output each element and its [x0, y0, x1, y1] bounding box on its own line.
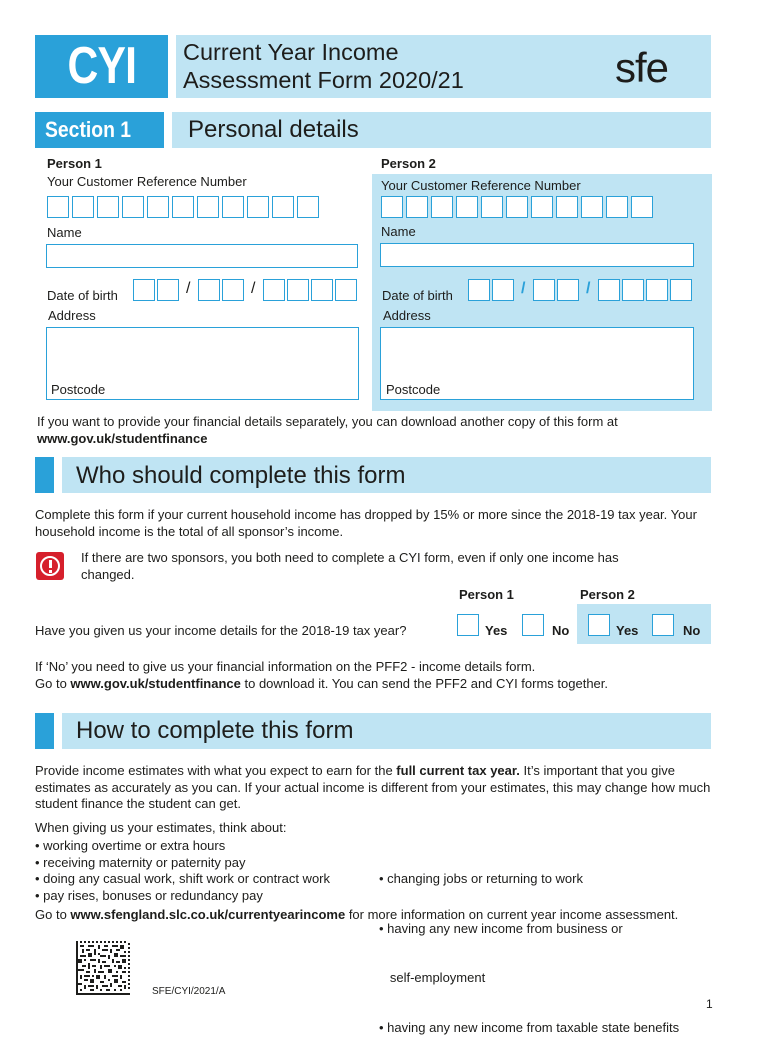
bullet-item: • pay rises, bonuses or redundancy pay [35, 887, 263, 903]
person1-postcode-label: Postcode [51, 382, 106, 397]
bullet-item: • having any new income from business or [379, 920, 623, 936]
crn-digit-box[interactable] [97, 196, 119, 218]
how-paragraph [35, 763, 715, 813]
bullet-item: • working overtime or extra hours [35, 838, 226, 853]
dob-digit-box[interactable] [133, 279, 155, 301]
how-paragraph-prefix: Provide income estimates with what you expect to earn for the [35, 763, 397, 778]
tax-year-question: Have you given us your income details for the 2018-19 tax year? [35, 623, 407, 638]
separate-note-text: If you want to provide your financial details separately, you can download another copy of this form at [37, 414, 618, 429]
person2-heading: Person 2 [381, 156, 436, 171]
how-paragraph-bold: full current tax year. [396, 763, 520, 778]
person1-name-label: Name [47, 225, 82, 240]
person2-name-field[interactable] [380, 243, 694, 267]
dob-digit-box[interactable] [311, 279, 333, 301]
form-title [183, 38, 464, 94]
separate-note [37, 414, 717, 447]
form-title-line2: Assessment Form 2020/21 [183, 67, 464, 93]
how-paragraph-suffix: It’s important that you give estimates as accurately as you can. If your actual income is different from your estimates, this may change how much student finance the student can get. [35, 763, 711, 811]
person2-crn-input[interactable] [381, 196, 656, 218]
bullet-item: • having any new income from taxable state benefits [379, 1019, 680, 1035]
separate-note-link[interactable]: www.gov.uk/studentfinance [37, 430, 208, 446]
section-label: Section 1 [45, 117, 132, 142]
person2-no-checkbox[interactable] [652, 614, 674, 636]
dob-digit-box[interactable] [335, 279, 357, 301]
crn-digit-box[interactable] [631, 196, 653, 218]
dob-digit-box[interactable] [287, 279, 309, 301]
dob-digit-box[interactable] [263, 279, 285, 301]
more-info-line [35, 907, 735, 924]
how-accent-bar [35, 713, 54, 749]
person2-dob-month[interactable] [533, 279, 582, 301]
who-paragraph: Complete this form if your current household income has dropped by 15% or more since the 2018-19 tax year. Your household income is the total of all sponsor’s income. [35, 507, 697, 539]
left-bullet-list [35, 838, 380, 904]
person1-dob-label: Date of birth [47, 288, 118, 303]
crn-digit-box[interactable] [197, 196, 219, 218]
more-info-link[interactable]: www.sfengland.slc.co.uk/currentyearincome [70, 907, 346, 922]
crn-digit-box[interactable] [172, 196, 194, 218]
crn-digit-box[interactable] [297, 196, 319, 218]
person1-crn-label: Your Customer Reference Number [47, 174, 247, 189]
page-number: 1 [706, 997, 713, 1011]
who-title: Who should complete this form [76, 462, 406, 489]
section-label-block [35, 112, 164, 148]
no-instructions-link[interactable]: www.gov.uk/studentfinance [70, 675, 241, 691]
person2-crn-label: Your Customer Reference Number [381, 178, 581, 193]
person1-no-checkbox[interactable] [522, 614, 544, 636]
dob-digit-box[interactable] [533, 279, 555, 301]
dob-digit-box[interactable] [468, 279, 490, 301]
no-instructions-prefix: Go to [35, 675, 71, 691]
crn-digit-box[interactable] [531, 196, 553, 218]
crn-digit-box[interactable] [222, 196, 244, 218]
dob-digit-box[interactable] [646, 279, 668, 301]
form-code: SFE/CYI/2021/A [152, 986, 226, 997]
person2-address-label: Address [383, 308, 431, 323]
crn-digit-box[interactable] [581, 196, 603, 218]
person2-no-label: No [683, 623, 701, 638]
person2-dob-label: Date of birth [382, 288, 453, 303]
person1-crn-input[interactable] [47, 196, 322, 218]
crn-digit-box[interactable] [247, 196, 269, 218]
person2-name-label: Name [381, 224, 416, 239]
bullet-item: • changing jobs or returning to work [379, 871, 583, 886]
person1-column-heading: Person 1 [459, 587, 514, 602]
crn-digit-box[interactable] [481, 196, 503, 218]
crn-digit-box[interactable] [506, 196, 528, 218]
dob-digit-box[interactable] [222, 279, 244, 301]
person1-address-label: Address [48, 308, 96, 323]
person1-no-label: No [552, 623, 570, 638]
no-instructions-suffix: to download it. You can send the PFF2 and CYI forms together. [240, 675, 609, 691]
more-info-suffix: for more information on current year income assessment. [345, 907, 679, 922]
person1-yes-label: Yes [485, 623, 508, 638]
bullet-item: • receiving maternity or paternity pay [35, 854, 246, 870]
crn-digit-box[interactable] [431, 196, 453, 218]
right-bullet-list [379, 838, 724, 1053]
dob-separator: / [251, 280, 256, 297]
bullet-item: • doing any casual work, shift work or contract work [35, 871, 331, 886]
person1-name-field[interactable] [46, 244, 358, 268]
dob-separator: / [186, 280, 191, 297]
think-about-text: When giving us your estimates, think about: [35, 820, 287, 835]
more-info-prefix: Go to [35, 907, 71, 922]
section-title: Personal details [188, 116, 359, 143]
datamatrix-code [76, 941, 130, 995]
how-title: How to complete this form [76, 717, 354, 744]
dob-digit-box[interactable] [557, 279, 579, 301]
crn-digit-box[interactable] [272, 196, 294, 218]
crn-digit-box[interactable] [456, 196, 478, 218]
who-accent-bar [35, 457, 54, 493]
crn-digit-box[interactable] [72, 196, 94, 218]
no-instructions-line1: If ‘No’ you need to give us your financial information on the PFF2 - income details form. [35, 659, 536, 674]
no-instructions [35, 659, 725, 692]
person1-yes-checkbox[interactable] [457, 614, 479, 636]
crn-digit-box[interactable] [556, 196, 578, 218]
dob-separator: / [521, 280, 526, 297]
warning-text: If there are two sponsors, you both need to complete a CYI form, even if only one income has changed. [81, 550, 619, 582]
cyi-logo-text: CYI [67, 37, 136, 95]
person1-dob-year[interactable] [263, 279, 360, 301]
crn-digit-box[interactable] [47, 196, 69, 218]
warning-icon [36, 552, 64, 580]
person2-dob-year[interactable] [598, 279, 695, 301]
crn-digit-box[interactable] [147, 196, 169, 218]
form-title-line1: Current Year Income [183, 39, 399, 65]
person2-dob-day[interactable] [468, 279, 517, 301]
bullet-item: self-employment [379, 970, 486, 985]
person2-yes-label: Yes [616, 623, 639, 638]
dob-digit-box[interactable] [198, 279, 220, 301]
crn-digit-box[interactable] [406, 196, 428, 218]
dob-digit-box[interactable] [492, 279, 514, 301]
dob-digit-box[interactable] [598, 279, 620, 301]
dob-digit-box[interactable] [622, 279, 644, 301]
cyi-logo-block [35, 35, 168, 98]
person1-dob-day[interactable] [133, 279, 182, 301]
crn-digit-box[interactable] [122, 196, 144, 218]
dob-separator: / [586, 280, 591, 297]
dob-digit-box[interactable] [670, 279, 692, 301]
person1-heading: Person 1 [47, 156, 102, 171]
person2-postcode-label: Postcode [386, 382, 441, 397]
crn-digit-box[interactable] [381, 196, 403, 218]
dob-digit-box[interactable] [157, 279, 179, 301]
person1-dob-month[interactable] [198, 279, 247, 301]
person2-yes-checkbox[interactable] [588, 614, 610, 636]
crn-digit-box[interactable] [606, 196, 628, 218]
person2-column-heading: Person 2 [580, 587, 635, 602]
sfe-logo: sfe [615, 44, 669, 91]
